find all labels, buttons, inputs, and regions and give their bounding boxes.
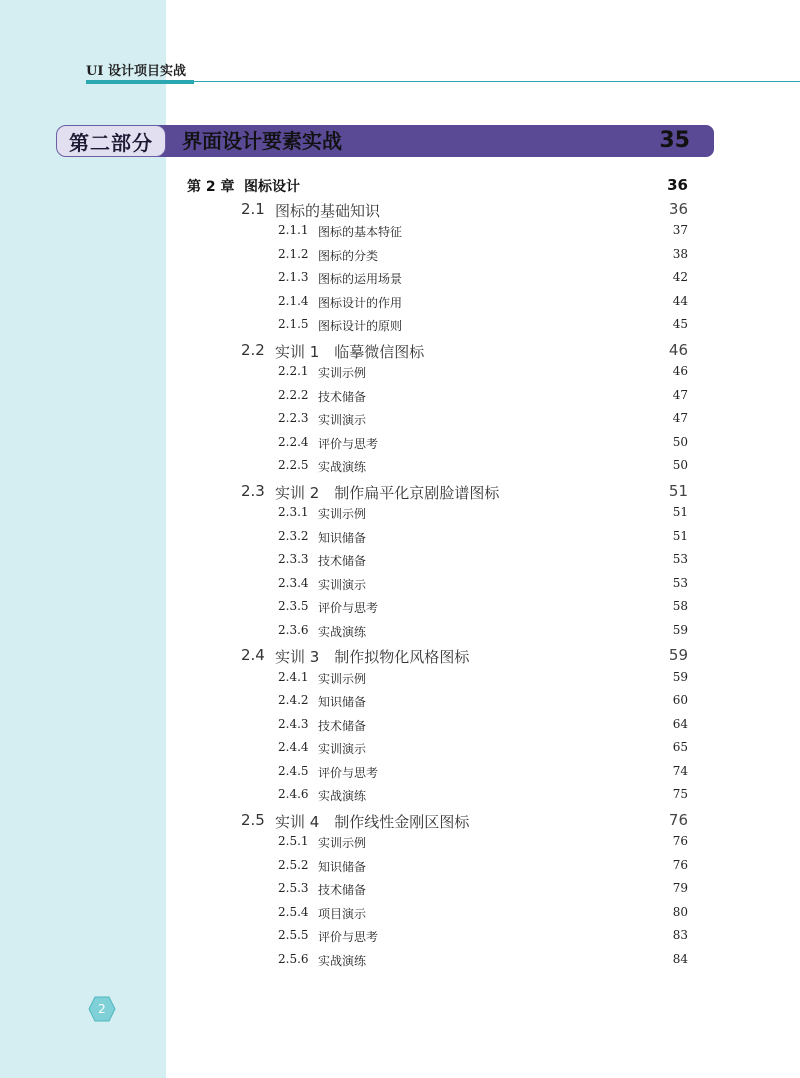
toc-label: 评价与思考 xyxy=(318,436,379,451)
toc-page: 59 xyxy=(672,622,688,637)
toc-row-sub xyxy=(0,905,800,929)
toc-row-sub xyxy=(0,223,800,247)
toc-row-sub xyxy=(0,294,800,318)
toc-row-chapter xyxy=(0,176,800,200)
toc-row-sub xyxy=(0,435,800,459)
toc-row-sub xyxy=(0,458,800,482)
toc-page: 47 xyxy=(672,387,688,402)
toc-page: 51 xyxy=(672,528,688,543)
toc-number: 2.5.6 xyxy=(278,951,309,966)
toc-row-sub xyxy=(0,952,800,976)
toc-row-sub xyxy=(0,717,800,741)
toc-page: 46 xyxy=(672,364,688,378)
toc-label: 图标的基本特征 xyxy=(318,225,403,239)
toc-row-sub xyxy=(0,858,800,882)
toc-label: 评价与思考 xyxy=(318,765,379,780)
toc-number: 2.3.6 xyxy=(278,622,309,637)
toc-number: 2.5.2 xyxy=(278,857,309,872)
toc-number: 2.1.4 xyxy=(278,293,309,308)
toc-row-section xyxy=(0,646,800,670)
toc-number: 2.1 xyxy=(241,199,265,218)
toc-page: 44 xyxy=(672,293,688,308)
toc-label: 知识储备 xyxy=(318,859,367,874)
toc-row-section xyxy=(0,341,800,365)
toc-page: 60 xyxy=(672,693,688,707)
toc-number: 2.4.3 xyxy=(278,716,309,731)
toc-label: 图标设计的作用 xyxy=(318,295,403,310)
toc-row-sub xyxy=(0,270,800,294)
toc-row-sub xyxy=(0,505,800,529)
toc-page: 76 xyxy=(672,857,688,872)
toc-page: 46 xyxy=(668,340,688,359)
toc-number: 2.4.5 xyxy=(278,763,309,778)
toc-label: 知识储备 xyxy=(318,530,367,545)
part-label: 第二部分 xyxy=(56,125,166,157)
toc-row-sub xyxy=(0,787,800,811)
toc-row-section xyxy=(0,811,800,835)
toc-page: 59 xyxy=(672,669,688,684)
toc-label: 图标的分类 xyxy=(318,248,379,263)
toc-label: 技术储备 xyxy=(318,554,367,568)
toc-page: 74 xyxy=(672,763,688,778)
toc-page: 65 xyxy=(672,740,688,754)
part-page-number: 35 xyxy=(659,128,690,153)
toc-label: 实训演示 xyxy=(318,413,367,427)
toc-page: 51 xyxy=(668,481,688,500)
toc-page: 36 xyxy=(668,199,688,218)
toc-row-sub xyxy=(0,623,800,647)
toc-page: 84 xyxy=(672,951,688,966)
page-number-badge xyxy=(88,996,116,1022)
toc-label: 实训示例 xyxy=(318,366,367,380)
toc-label: 项目演示 xyxy=(318,906,367,921)
toc-row-sub xyxy=(0,928,800,952)
toc-page: 79 xyxy=(672,881,688,895)
toc-page: 76 xyxy=(668,810,688,829)
toc-row-sub xyxy=(0,693,800,717)
toc-page: 45 xyxy=(672,317,688,331)
toc-page: 76 xyxy=(672,834,688,848)
toc-label: 评价与思考 xyxy=(318,601,379,615)
toc-number: 2.5.4 xyxy=(278,904,309,919)
toc-number: 2.3.4 xyxy=(278,575,309,590)
toc-number: 2.2 xyxy=(241,340,265,359)
toc-label: 图标设计的原则 xyxy=(318,319,403,333)
toc-number: 2.5.3 xyxy=(278,881,309,895)
toc-row-sub xyxy=(0,529,800,553)
toc-page: 59 xyxy=(668,646,688,664)
toc-row-sub xyxy=(0,317,800,341)
page-number: 2 xyxy=(98,1002,106,1016)
toc-row-sub xyxy=(0,834,800,858)
toc-number: 2.3 xyxy=(241,481,265,500)
toc-number: 2.2.1 xyxy=(278,364,309,378)
toc-label: 技术储备 xyxy=(318,718,367,733)
toc-label: 实训 3 制作拟物化风格图标 xyxy=(275,648,470,666)
toc-number: 2.5 xyxy=(241,810,265,829)
toc-row-section xyxy=(0,200,800,224)
toc-row-sub xyxy=(0,552,800,576)
toc-label: 实训演示 xyxy=(318,742,367,756)
toc-row-sub xyxy=(0,599,800,623)
toc-page: 50 xyxy=(672,434,688,449)
toc-label: 图标设计 xyxy=(244,179,300,195)
toc-label: 实训示例 xyxy=(318,507,367,521)
toc-number: 2.2.3 xyxy=(278,411,309,425)
toc-page: 58 xyxy=(672,599,688,613)
toc-label: 实战演练 xyxy=(318,953,367,968)
toc-label: 实训演示 xyxy=(318,577,367,592)
toc-row-sub xyxy=(0,388,800,412)
part-title: 界面设计要素实战 xyxy=(182,129,342,153)
toc-number: 2.4.6 xyxy=(278,787,309,801)
toc-page: 53 xyxy=(672,575,688,590)
toc-number: 2.2.5 xyxy=(278,458,309,472)
toc-page: 83 xyxy=(672,928,688,942)
toc-number: 2.5.5 xyxy=(278,928,309,942)
toc-number: 2.2.4 xyxy=(278,434,309,449)
toc-label: 技术储备 xyxy=(318,883,367,897)
toc-number: 2.3.5 xyxy=(278,599,309,613)
toc-label: 实战演练 xyxy=(318,624,367,639)
toc-row-sub xyxy=(0,670,800,694)
toc-label: 评价与思考 xyxy=(318,930,379,944)
toc-number: 2.4.1 xyxy=(278,669,309,684)
toc-label: 实训示例 xyxy=(318,671,367,686)
toc-page: 42 xyxy=(672,270,688,284)
toc-number: 2.1.1 xyxy=(278,223,309,237)
toc-number: 2.3.1 xyxy=(278,505,309,519)
toc-label: 实战演练 xyxy=(318,789,367,803)
toc-row-sub xyxy=(0,881,800,905)
toc-row-sub xyxy=(0,411,800,435)
toc-number: 2.1.3 xyxy=(278,270,309,284)
toc-page: 47 xyxy=(672,411,688,425)
toc-label: 图标的运用场景 xyxy=(318,272,403,286)
toc-number: 2.1.5 xyxy=(278,317,309,331)
toc-label: 技术储备 xyxy=(318,389,367,404)
toc-number: 2.4.4 xyxy=(278,740,309,754)
toc-number: 2.5.1 xyxy=(278,834,309,848)
toc-number: 2.2.2 xyxy=(278,387,309,402)
toc-page: 75 xyxy=(672,787,688,801)
toc-number: 2.4.2 xyxy=(278,693,309,707)
toc-label: 图标的基础知识 xyxy=(275,201,381,220)
toc-page: 80 xyxy=(672,904,688,919)
running-header-title: UI 设计项目实战 xyxy=(86,64,186,79)
toc-label: 实训 4 制作线性金刚区图标 xyxy=(275,812,470,831)
toc-page: 36 xyxy=(667,176,688,194)
toc-row-section xyxy=(0,482,800,506)
toc-page: 53 xyxy=(672,552,688,566)
toc-number: 2.4 xyxy=(241,646,265,664)
toc-page: 37 xyxy=(672,223,688,237)
toc-number: 2.3.3 xyxy=(278,552,309,566)
toc-row-sub xyxy=(0,764,800,788)
toc-page: 51 xyxy=(672,505,688,519)
toc-number: 2.1.2 xyxy=(278,246,309,261)
toc-row-sub xyxy=(0,364,800,388)
toc-label: 实训 1 临摹微信图标 xyxy=(275,342,425,361)
toc-page: 64 xyxy=(672,716,688,731)
toc-row-sub xyxy=(0,740,800,764)
toc-page: 50 xyxy=(672,458,688,472)
toc-row-sub xyxy=(0,576,800,600)
toc-page: 38 xyxy=(672,246,688,261)
toc-row-sub xyxy=(0,247,800,271)
toc-label: 知识储备 xyxy=(318,695,367,709)
toc-number: 2.3.2 xyxy=(278,528,309,543)
toc-number: 第 2 章 xyxy=(187,179,235,195)
toc-label: 实训 2 制作扁平化京剧脸谱图标 xyxy=(275,483,500,502)
toc-label: 实训示例 xyxy=(318,836,367,850)
toc-label: 实战演练 xyxy=(318,460,367,474)
